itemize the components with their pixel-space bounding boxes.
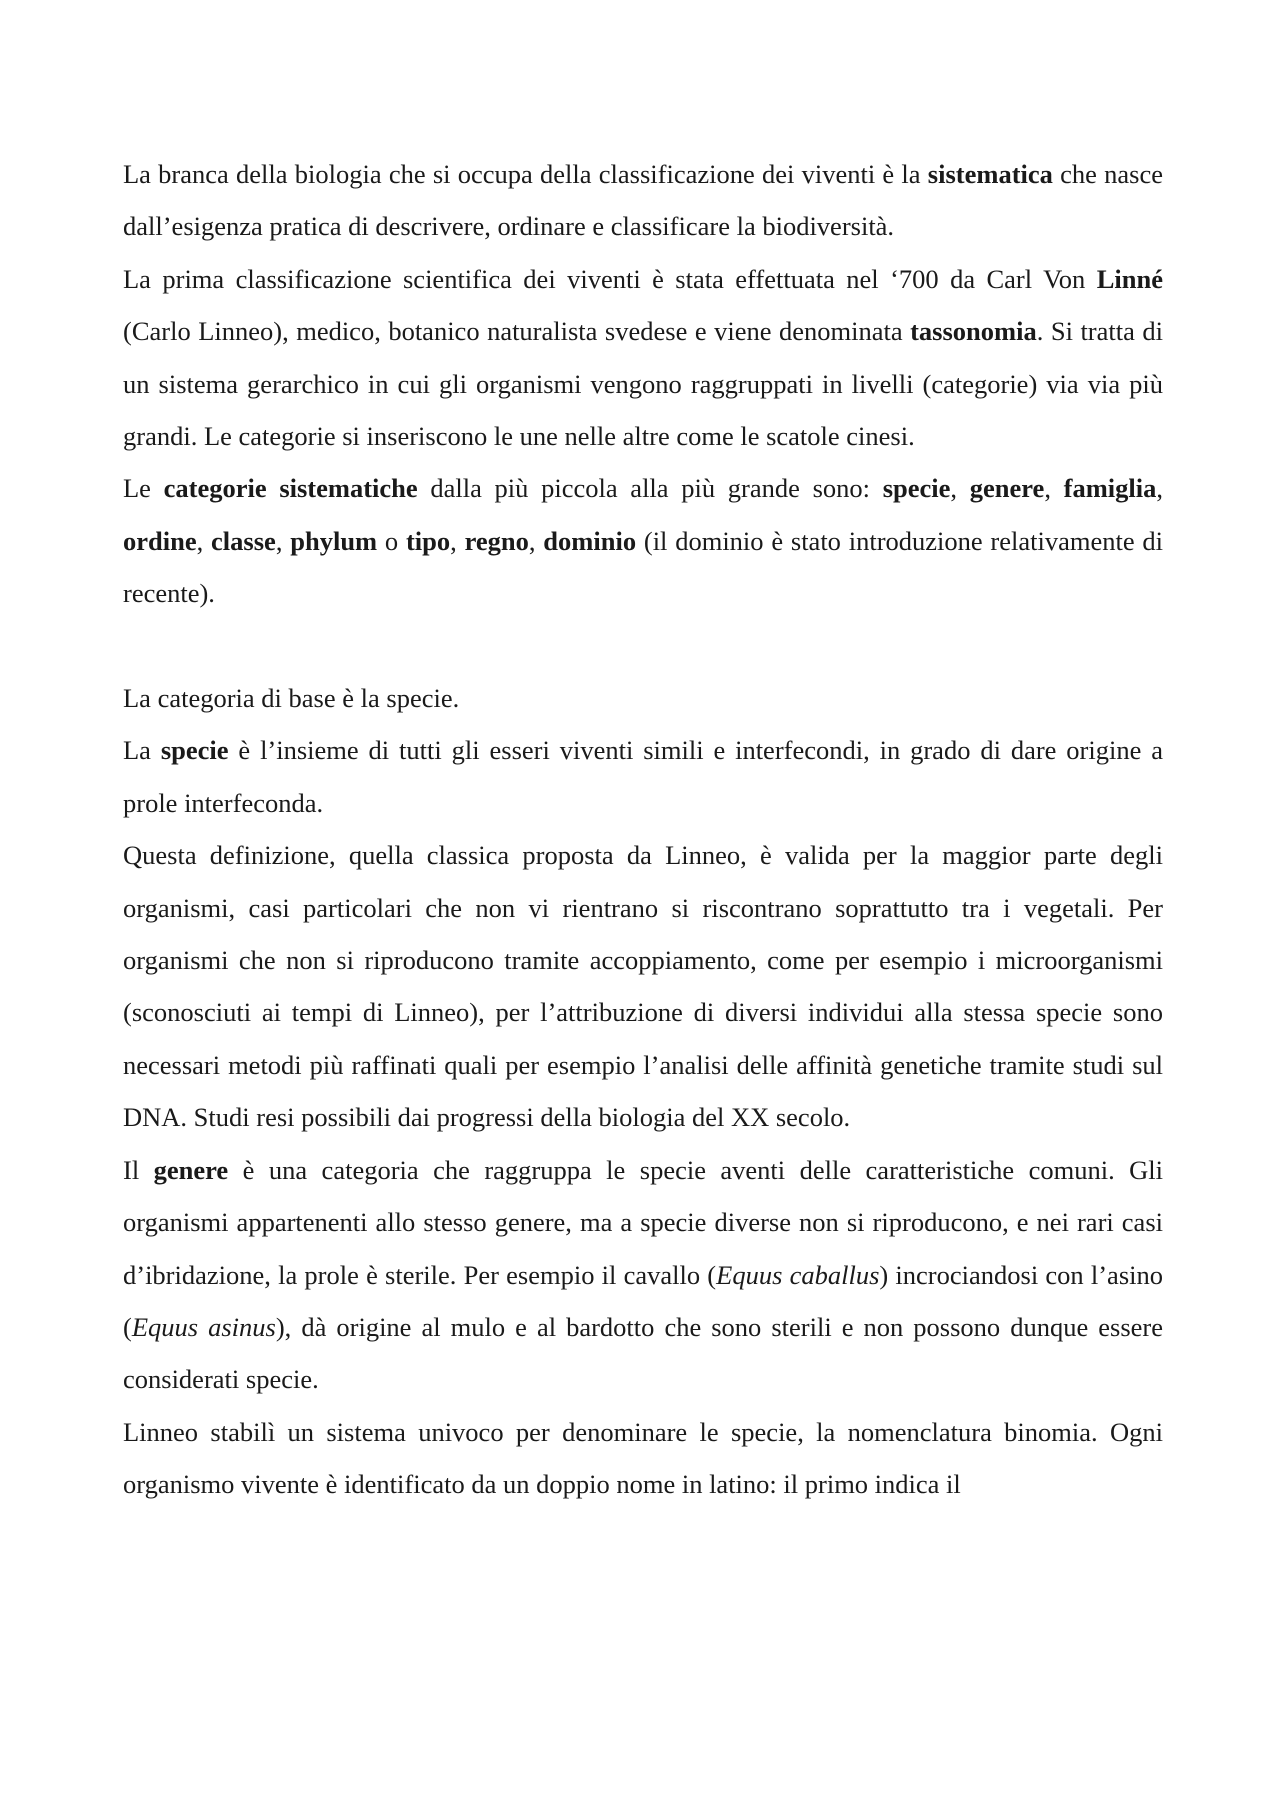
bold-term: specie (882, 473, 951, 504)
bold-term: categorie sistematiche (163, 473, 418, 504)
paragraph-definizione-linneo (123, 829, 1163, 1143)
text-run: Le (123, 473, 164, 504)
paragraph-genere (123, 1144, 1163, 1406)
text-run: La (123, 735, 161, 766)
text-run: , (1044, 473, 1064, 504)
bold-term: dominio (543, 525, 637, 556)
paragraph-tassonomia (123, 253, 1163, 463)
text-run: , (950, 473, 970, 504)
text-run: (il dominio è stato introduzione relativamente di recente). (123, 525, 1164, 609)
text-run: ), dà origine al mulo e al bardotto che sono sterili e non possono dunque essere considerati specie. (123, 1311, 1163, 1395)
text-run: , (1156, 473, 1164, 504)
text-run: . Si tratta di un sistema gerarchico in cui gli organismi vengono raggruppati in livelli (categorie) via via più grandi. Le categorie si inseriscono le une nelle altre come le scatole cinesi. (123, 316, 1163, 452)
text-run: è una categoria che raggruppa le specie aventi delle caratteristiche comuni. Gli organismi appartenenti allo stesso genere, ma a specie diverse non si riproducono, e nei rari casi d’ibridazione, la prole è sterile. Per esempio il cavallo ( (123, 1154, 1163, 1290)
text-run: La categoria di base è la specie. (123, 683, 460, 714)
text-run: Il (123, 1154, 154, 1185)
bold-term: sistematica (927, 159, 1053, 189)
bold-term: tipo (405, 525, 451, 556)
italic-term: Equus asinus (131, 1311, 276, 1342)
bold-term: genere (969, 473, 1045, 504)
text-run: Questa definizione, quella classica proposta da Linneo, è valida per la maggior parte degli organismi, casi particolari che non vi rientrano si riscontrano soprattutto tra i vegetali. Per organismi che non si riproducono tramite accoppiamento, come per esempio i microorganismi (sconosciuti ai tempi di Linneo), per l’attribuzione di diversi individui alla stessa specie sono necessari metodi più raffinati quali per esempio l’analisi delle affinità genetiche tramite studi sul DNA. Studi resi possibili dai progressi della biologia del XX secolo. (123, 840, 1163, 1133)
text-run: (Carlo Linneo), medico, botanico naturalista svedese e viene denominata (123, 316, 911, 347)
text-run: La prima classificazione scientifica dei viventi è stata effettuata nel ‘700 da Carl Von (123, 263, 1097, 294)
text-run: , (450, 525, 465, 556)
text-run: , (528, 525, 544, 556)
bold-term: famiglia (1063, 473, 1157, 504)
blank-line (123, 620, 1163, 672)
paragraph-categoria-base (123, 672, 1163, 724)
italic-term: Equus caballus (716, 1259, 880, 1290)
bold-term: specie (160, 735, 229, 766)
bold-term: Linné (1096, 263, 1163, 294)
text-run: dalla più piccola alla più grande sono: (417, 473, 883, 504)
bold-term: phylum (290, 525, 378, 556)
document-page (123, 148, 1163, 1511)
bold-term: regno (464, 525, 529, 556)
paragraph-categorie (123, 462, 1163, 619)
paragraph-nomenclatura (123, 1406, 1163, 1511)
bold-term: tassonomia (910, 316, 1037, 347)
bold-term: genere (153, 1154, 229, 1185)
text-run: o (377, 525, 406, 556)
bold-term: classe (211, 525, 276, 556)
text-run: ) incrociandosi con l’asino ( (123, 1259, 1163, 1342)
paragraph-sistematica (123, 148, 1163, 253)
text-run: che nasce dall’esigenza pratica di descrivere, ordinare e classificare la biodiversità. (123, 159, 1163, 242)
text-run: La branca della biologia che si occupa della classificazione dei viventi è la (123, 159, 928, 189)
text-run: Linneo stabilì un sistema univoco per denominare le specie, la nomenclatura binomia. Ogni organismo vivente è identificato da un doppio nome in latino: il primo indica il (123, 1416, 1163, 1500)
text-run: , (275, 525, 291, 556)
text-run: è l’insieme di tutti gli esseri viventi simili e interfecondi, in grado di dare origine a prole interfeconda. (123, 735, 1164, 818)
paragraph-specie-definizione (123, 724, 1163, 829)
text-run: , (196, 525, 212, 556)
bold-term: ordine (123, 525, 197, 556)
